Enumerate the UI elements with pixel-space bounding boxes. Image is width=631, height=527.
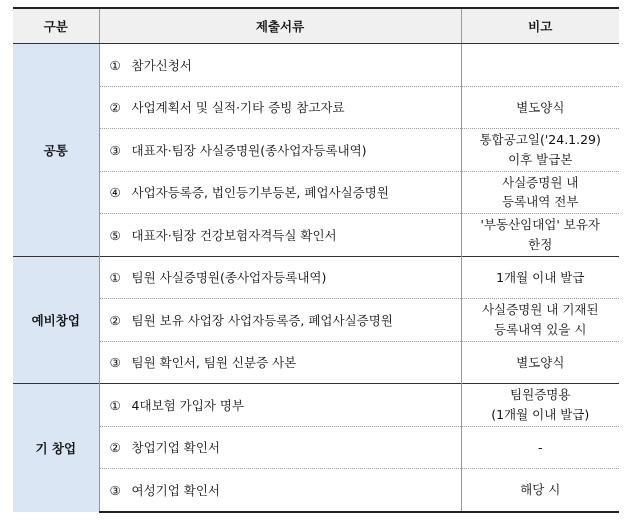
table-row <box>13 426 619 469</box>
table-row <box>13 214 619 257</box>
section-category: 예비창업 <box>13 256 99 384</box>
document-cell <box>99 129 461 172</box>
table-row <box>13 341 619 384</box>
table-row <box>13 384 619 427</box>
table-body <box>13 44 619 512</box>
remark-cell: 별도양식 <box>461 341 619 384</box>
remark-cell: 팀원증명용 (1개월 이내 발급) <box>461 384 619 427</box>
remark-cell: - <box>461 426 619 469</box>
item-number: ③ <box>109 355 121 371</box>
remark-cell: 별도양식 <box>461 86 619 129</box>
submission-documents-table <box>13 7 619 513</box>
item-number: ② <box>109 312 121 328</box>
table-row <box>13 299 619 342</box>
table-row <box>13 44 619 87</box>
table-row <box>13 129 619 172</box>
document-name: 팀원 보유 사업장 사업자등록증, 폐업사실증명원 <box>131 312 393 328</box>
document-cell <box>99 469 461 512</box>
remark-cell: 해당 시 <box>461 469 619 512</box>
document-name: 4대보험 가입자 명부 <box>131 397 244 413</box>
table-row <box>13 86 619 129</box>
section-category: 기 창업 <box>13 384 99 512</box>
remark-cell <box>461 44 619 87</box>
header-remarks: 비고 <box>461 8 619 44</box>
remark-cell: 사실증명원 내 기재된 등록내역 있을 시 <box>461 299 619 342</box>
document-name: 팀원 확인서, 팀원 신분증 사본 <box>131 355 297 371</box>
document-name: 여성기업 확인서 <box>131 482 220 498</box>
table-row <box>13 171 619 214</box>
document-name: 대표자·팀장 사실증명원(종사업자등록내역) <box>131 142 367 158</box>
remark-cell: '부동산임대업' 보유자 한정 <box>461 214 619 257</box>
document-cell <box>99 384 461 427</box>
item-number: ② <box>109 100 121 116</box>
remark-cell: 1개월 이내 발급 <box>461 256 619 299</box>
item-number: ⑤ <box>109 227 121 243</box>
item-number: ③ <box>109 142 121 158</box>
item-number: ④ <box>109 185 121 201</box>
document-cell <box>99 341 461 384</box>
header-category: 구분 <box>13 8 99 44</box>
document-cell <box>99 256 461 299</box>
item-number: ③ <box>109 482 121 498</box>
document-name: 사업자등록증, 법인등기부등본, 폐업사실증명원 <box>131 185 389 201</box>
table-row <box>13 469 619 512</box>
document-cell <box>99 44 461 87</box>
document-name: 참가신청서 <box>131 57 192 73</box>
document-cell <box>99 171 461 214</box>
remark-cell: 사실증명원 내 등록내역 전부 <box>461 171 619 214</box>
document-cell <box>99 299 461 342</box>
document-cell <box>99 86 461 129</box>
document-name: 팀원 사실증명원(종사업자등록내역) <box>131 270 327 286</box>
item-number: ② <box>109 440 121 456</box>
document-cell <box>99 426 461 469</box>
item-number: ① <box>109 57 121 73</box>
document-name: 대표자·팀장 건강보험자격득실 확인서 <box>131 227 337 243</box>
item-number: ① <box>109 397 121 413</box>
item-number: ① <box>109 270 121 286</box>
document-name: 창업기업 확인서 <box>131 440 220 456</box>
document-cell <box>99 214 461 257</box>
document-name: 사업계획서 및 실적·기타 증빙 참고자료 <box>131 100 345 116</box>
section-category: 공통 <box>13 44 99 257</box>
table-row <box>13 256 619 299</box>
remark-cell: 통합공고일('24.1.29) 이후 발급본 <box>461 129 619 172</box>
table-header-row <box>13 8 619 44</box>
header-documents: 제출서류 <box>99 8 461 44</box>
